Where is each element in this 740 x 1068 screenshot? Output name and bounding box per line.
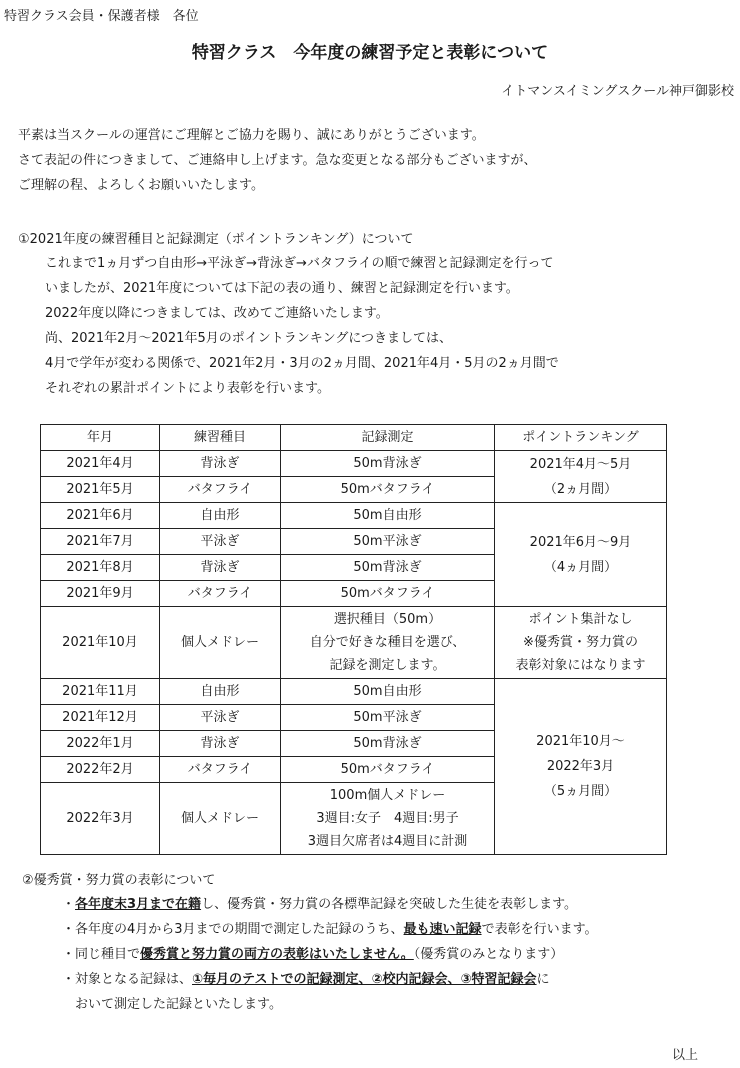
measure-cell: 50m自由形 [281,503,495,529]
measure-cell: 50m背泳ぎ [281,555,495,581]
column-header: ポイントランキング [495,425,667,451]
measure-cell: 50m背泳ぎ [281,451,495,477]
measure-cell: 50m自由形 [281,679,495,705]
column-header: 記録測定 [281,425,495,451]
ranking-line: 2021年6月～9月 [529,534,632,550]
measure-cell [281,607,495,679]
bullet-item [62,967,598,992]
bullet-text: ・各年度の4月から3月までの期間で測定した記録のうち、 [62,922,404,937]
month-cell: 2022年3月 [41,783,160,855]
section1-body [45,251,559,401]
measure-cell: 50m平泳ぎ [281,529,495,555]
bullet-text: ・ [62,897,76,912]
event-cell: 平泳ぎ [160,529,281,555]
bullet-item [62,892,598,917]
measure-line: 3週目:女子 4週目:男子 [316,811,459,826]
ranking-line: 2022年3月 [546,759,615,774]
measure-cell: 50m平泳ぎ [281,705,495,731]
section1-heading: ①2021年度の練習種目と記録測定（ポイントランキング）について [18,232,414,247]
event-cell: 個人メドレー [160,783,281,855]
bullet-emphasis: 各年度末3月まで在籍 [75,897,202,912]
intro-line: ご理解の程、よろしくお願いいたします。 [18,178,264,193]
ranking-cell [495,451,667,503]
month-cell: 2021年5月 [41,477,160,503]
section1-line: 尚、2021年2月～2021年5月のポイントランキングにつきましては、 [45,331,453,346]
table-header-row [41,425,667,451]
measure-cell: 50mバタフライ [281,477,495,503]
ranking-cell [495,679,667,855]
section2-heading: ②優秀賞・努力賞の表彰について [22,873,216,888]
event-cell: 背泳ぎ [160,451,281,477]
measure-line: 3週目欠席者は4週目に計測 [307,834,468,849]
column-header: 練習種目 [160,425,281,451]
sender-name: イトマンスイミングスクール神戸御影校 [501,84,734,99]
bullet-emphasis: 最も速い記録 [403,922,482,937]
ranking-line: （2ヵ月間） [543,481,618,497]
bullet-text: に [536,972,550,987]
bullet-emphasis: ①毎月のテストでの記録測定、②校内記録会、③特習記録会 [192,972,537,987]
measure-line: 100m個人メドレー [329,788,446,803]
section2-bullets [62,892,598,1017]
month-cell: 2022年1月 [41,731,160,757]
bullet-item [62,917,598,942]
month-cell: 2021年7月 [41,529,160,555]
event-cell: 平泳ぎ [160,705,281,731]
column-header: 年月 [41,425,160,451]
addressee: 特習クラス会員・保護者様 各位 [4,9,199,24]
ranking-line: 表彰対象にはなります [515,658,646,673]
measure-cell: 50m背泳ぎ [281,731,495,757]
event-cell: 自由形 [160,503,281,529]
event-cell: バタフライ [160,477,281,503]
section1-line: 4月で学年が変わる関係で、2021年2月・3月の2ヵ月間、2021年4月・5月の2ヵ月間で [45,356,559,371]
ranking-cell [495,503,667,607]
intro-paragraph [18,123,536,198]
bullet-text: ・同じ種目で [62,947,141,962]
ranking-line: ※優秀賞・努力賞の [523,635,638,650]
measure-cell [281,783,495,855]
section1-line: いましたが、2021年度については下記の表の通り、練習と記録測定を行います。 [45,281,519,296]
section1-line: 2022年度以降につきましては、改めてご連絡いたします。 [45,306,389,321]
schedule-table [40,424,667,855]
event-cell: バタフライ [160,581,281,607]
section1-line: これまで1ヵ月ずつ自由形→平泳ぎ→背泳ぎ→バタフライの順で練習と記録測定を行って [45,256,554,271]
month-cell: 2021年8月 [41,555,160,581]
closing-mark: 以上 [671,1048,698,1063]
month-cell: 2021年6月 [41,503,160,529]
section1-line: それぞれの累計ポイントにより表彰を行います。 [45,381,330,396]
bullet-item [62,942,598,967]
measure-line: 記録を測定します。 [329,658,446,673]
bullet-text: （優秀賞のみとなります） [413,947,564,962]
measure-line: 選択種目（50m） [333,612,442,627]
event-cell: バタフライ [160,757,281,783]
page-title: 特習クラス 今年度の練習予定と表彰について [191,43,549,63]
bullet-text: ・対象となる記録は、 [62,972,193,987]
month-cell: 2021年11月 [41,679,160,705]
intro-line: さて表記の件につきまして、ご連絡申し上げます。急な変更となる部分もございますが、 [18,153,537,168]
bullet-text: で表彰を行います。 [481,922,598,937]
table-row [41,503,667,529]
ranking-cell [495,607,667,679]
table-row [41,679,667,705]
bullet-continuation: おいて測定した記録といたします。 [75,997,282,1012]
table-row [41,607,667,679]
ranking-line: （4ヵ月間） [543,559,618,575]
bullet-emphasis: 優秀賞と努力賞の両方の表彰はいたしません。 [140,947,414,962]
measure-cell: 50mバタフライ [281,757,495,783]
ranking-line: 2021年4月～5月 [529,456,632,472]
measure-line: 自分で好きな種目を選び、 [309,635,466,650]
month-cell: 2021年10月 [41,607,160,679]
month-cell: 2021年4月 [41,451,160,477]
event-cell: 自由形 [160,679,281,705]
month-cell: 2021年9月 [41,581,160,607]
month-cell: 2021年12月 [41,705,160,731]
ranking-line: （5ヵ月間） [543,784,618,799]
event-cell: 個人メドレー [160,607,281,679]
table-row [41,451,667,477]
measure-cell: 50mバタフライ [281,581,495,607]
month-cell: 2022年2月 [41,757,160,783]
intro-line: 平素は当スクールの運営にご理解とご協力を賜り、誠にありがとうございます。 [18,128,485,143]
event-cell: 背泳ぎ [160,731,281,757]
event-cell: 背泳ぎ [160,555,281,581]
bullet-text: し、優秀賞・努力賞の各標準記録を突破した生徒を表彰します。 [201,897,578,912]
ranking-line: 2021年10月～ [536,734,625,749]
ranking-line: ポイント集計なし [528,612,633,627]
